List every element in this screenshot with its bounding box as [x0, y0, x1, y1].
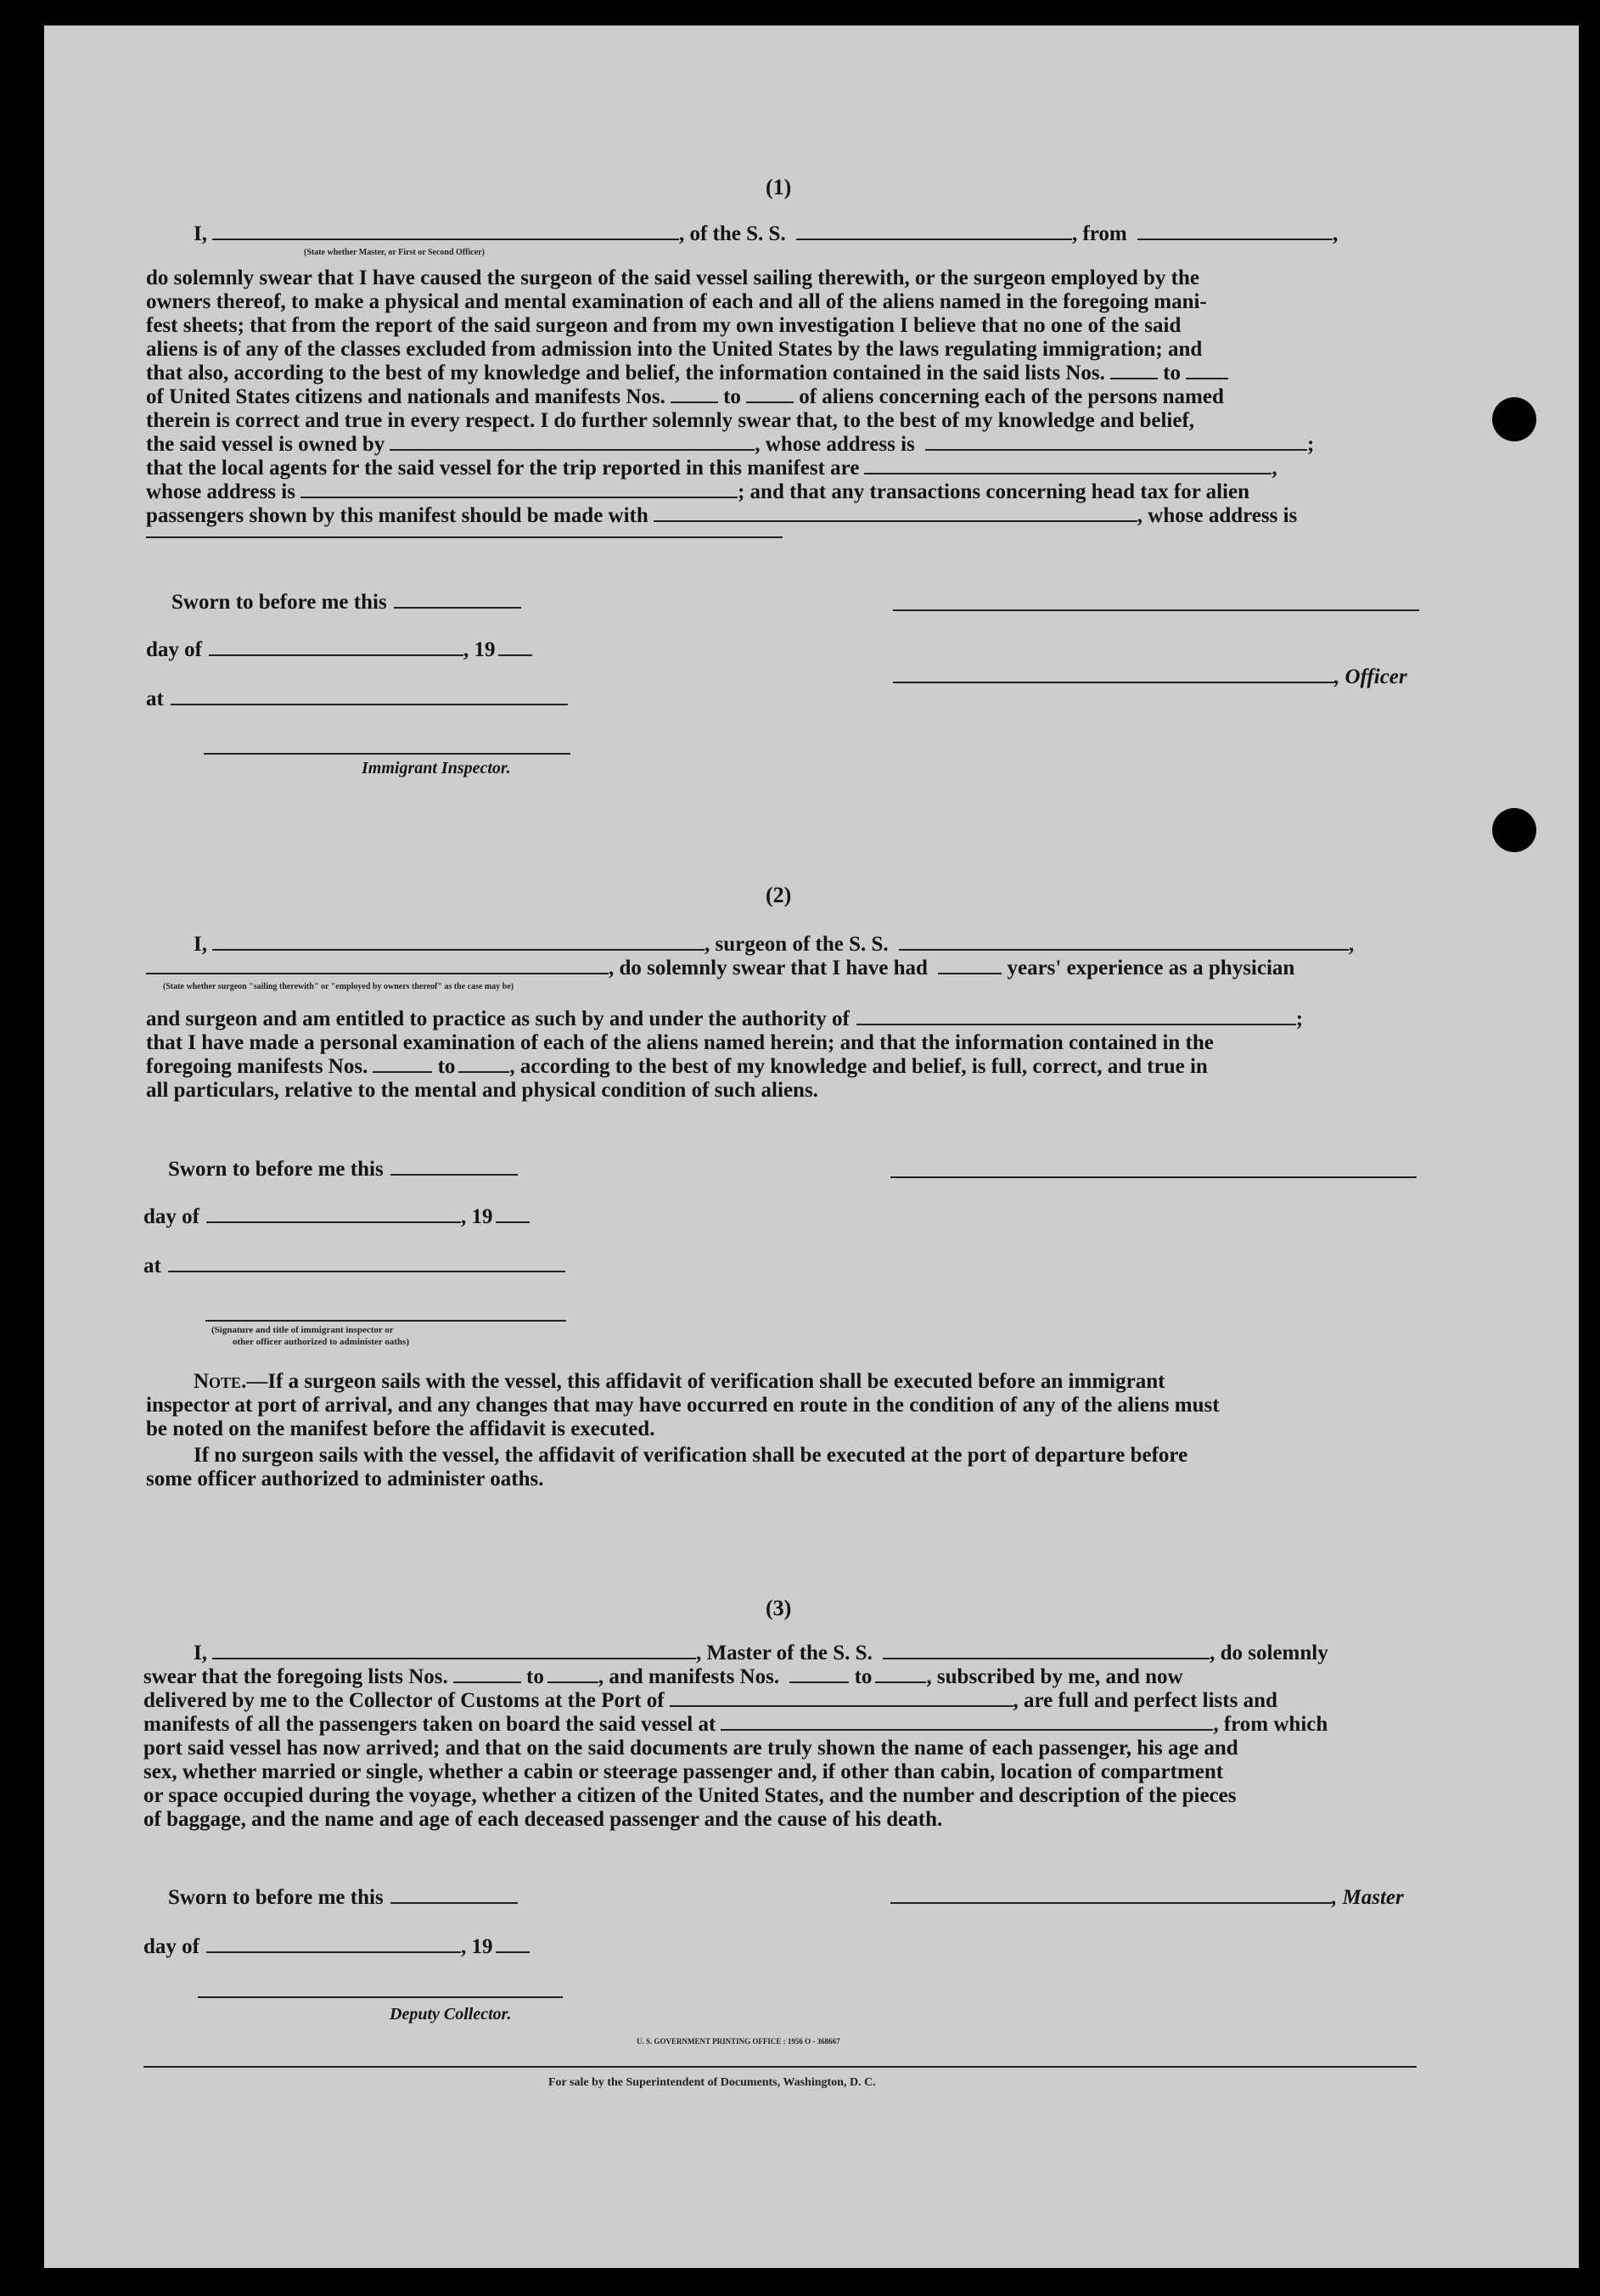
s2-hint: (State whether surgeon "sailing therewith" or "employed by owners thereof" as the case may be): [163, 982, 514, 991]
collector-caption: Deputy Collector.: [390, 2005, 512, 2024]
year-field[interactable]: [498, 651, 532, 656]
s3-sworn-date-field[interactable]: [390, 1899, 518, 1904]
officer-line: , Officer: [893, 666, 1407, 688]
from-field[interactable]: [1137, 235, 1333, 240]
s1-at-line: at: [146, 688, 568, 710]
taken-at-field[interactable]: [721, 1726, 1213, 1731]
s2-day-field[interactable]: [206, 1218, 461, 1223]
s3-lists-to-field[interactable]: [547, 1678, 598, 1683]
s3-para-line: port said vessel has now arrived; and that on the said documents are truly shown the name of each passenger, his age and: [143, 1737, 1238, 1760]
s2-manifests-to-field[interactable]: [458, 1068, 509, 1073]
s2-sworn-line: Sworn to before me this: [168, 1159, 518, 1180]
address-line-field[interactable]: [146, 536, 783, 538]
note-line: some officer authorized to administer oaths.: [146, 1468, 544, 1490]
surgeon-status-field[interactable]: [146, 969, 609, 974]
s3-day-line: day of , 19: [143, 1936, 530, 1957]
headtax-field[interactable]: [654, 517, 1137, 522]
vessel-field[interactable]: [796, 235, 1072, 240]
s1-owner-line: the said vessel is owned by , whose address is ;: [146, 433, 1315, 456]
day-field[interactable]: [209, 651, 463, 656]
s2-manifests-line: foregoing manifests Nos. to , according to the best of my knowledge and belief, is full, correct, and true in: [146, 1055, 1208, 1078]
at-field[interactable]: [171, 700, 568, 705]
inspector-signature-line[interactable]: [204, 753, 570, 755]
s1-address-line: whose address is ; and that any transactions concerning head tax for alien: [146, 480, 1249, 503]
s3-para-line: sex, whether married or single, whether a cabin or steerage passenger and, if other than cabin, location of compartment: [143, 1760, 1224, 1783]
s2-line-1: I, , surgeon of the S. S. ,: [194, 933, 1355, 956]
punch-hole: [1492, 397, 1536, 441]
port-field[interactable]: [670, 1702, 1013, 1707]
s3-lists-line: swear that the foregoing lists Nos. to , and manifests Nos. to , subscribed by me, and now: [143, 1665, 1183, 1688]
master-name-field[interactable]: [212, 1654, 696, 1659]
sworn-date-field[interactable]: [394, 603, 521, 609]
inspector-caption: Immigrant Inspector.: [362, 759, 511, 777]
master-vessel-field[interactable]: [883, 1654, 1210, 1659]
gpo-imprint: U. S. GOVERNMENT PRINTING OFFICE : 1956 O - 368667: [637, 2037, 840, 2046]
s3-port-line: delivered by me to the Collector of Customs at the Port of , are full and perfect lists and: [143, 1689, 1277, 1712]
authority-field[interactable]: [856, 1020, 1296, 1025]
section-2-number: (2): [766, 883, 792, 907]
s2-para-line: that I have made a personal examination of each of the aliens named herein; and that the information contained in the: [146, 1031, 1214, 1054]
s1-agents-line: that the local agents for the said vessel for the trip reported in this manifest are ,: [146, 457, 1277, 480]
surgeon-name-field[interactable]: [212, 946, 705, 951]
s1-para-line: aliens is of any of the classes excluded from admission into the United States by the laws regulating immigration; and: [146, 338, 1203, 361]
s2-inspector-signature-line[interactable]: [205, 1320, 566, 1322]
agents-address-field[interactable]: [300, 493, 738, 498]
s2-authority-line: and surgeon and am entitled to practice as such by and under the authority of ;: [146, 1008, 1304, 1030]
s1-hint: (State whether Master, or First or Second Officer): [304, 248, 485, 257]
s3-para-line: or space occupied during the voyage, whether a citizen of the United States, and the number and description of the pieces: [143, 1784, 1237, 1807]
s1-para-line: owners thereof, to make a physical and mental examination of each and all of the aliens named in the foregoing mani-: [146, 290, 1207, 313]
manifests-from-field[interactable]: [671, 398, 718, 403]
surgeon-signature-line[interactable]: [890, 1176, 1417, 1178]
s2-manifests-from-field[interactable]: [373, 1068, 432, 1073]
s3-manifests-from-field[interactable]: [789, 1678, 849, 1683]
lists-from-field[interactable]: [1110, 374, 1158, 379]
s3-para-line: of baggage, and the name and age of each deceased passenger and the cause of his death.: [143, 1808, 943, 1831]
s1-manifests-line: of United States citizens and nationals and manifests Nos. to of aliens concerning each of the persons named: [146, 385, 1224, 408]
s1-para-line: do solemnly swear that I have caused the surgeon of the said vessel sailing therewith, or the surgeon employed by the: [146, 267, 1199, 289]
footer-rule: [143, 2066, 1417, 2068]
surgeon-vessel-field[interactable]: [899, 946, 1349, 951]
s1-para-line: therein is correct and true in every respect. I do further solemnly swear that, to the best of my knowledge and belief,: [146, 409, 1195, 432]
s2-line-2: , do solemnly swear that I have had years' experience as a physician: [146, 957, 1294, 979]
officer-field[interactable]: [893, 678, 1334, 683]
signature-line[interactable]: [893, 609, 1419, 611]
agents-field[interactable]: [864, 469, 1272, 474]
s3-lists-from-field[interactable]: [453, 1678, 521, 1683]
section-3-number: (3): [766, 1596, 792, 1620]
master-line: , Master: [890, 1887, 1404, 1908]
collector-signature-line[interactable]: [198, 1996, 563, 1998]
note-line: inspector at port of arrival, and any changes that may have occurred en route in the condition of any of the aliens must: [146, 1394, 1220, 1417]
note-line-1: Note.—If a surgeon sails with the vessel, this affidavit of verification shall be executed before an immigrant: [194, 1370, 1165, 1393]
owner-address-field[interactable]: [925, 446, 1307, 451]
master-signature-field[interactable]: [890, 1899, 1332, 1904]
punch-hole: [1492, 808, 1536, 852]
s2-at-line: at: [143, 1255, 565, 1277]
manifests-to-field[interactable]: [746, 398, 794, 403]
s2-year-field[interactable]: [496, 1218, 530, 1223]
note-line: be noted on the manifest before the affidavit is executed.: [146, 1417, 655, 1440]
s3-taken-line: manifests of all the passengers taken on board the said vessel at , from which: [143, 1713, 1328, 1736]
s2-sworn-date-field[interactable]: [390, 1170, 518, 1176]
s1-headtax-line: passengers shown by this manifest should be made with , whose address is: [146, 504, 1298, 527]
years-field[interactable]: [938, 969, 1002, 974]
s2-sig-caption: (Signature and title of immigrant inspector or: [211, 1325, 394, 1335]
bleed-through-text: [205, 119, 212, 148]
s1-para-line: fest sheets; that from the report of the said surgeon and from my own investigation I believe that no one of the said: [146, 314, 1182, 337]
section-1-number: (1): [766, 175, 792, 199]
s1-line-1: I, , of the S. S. , from ,: [194, 222, 1339, 245]
s2-day-line: day of , 19: [143, 1206, 530, 1227]
document-page: [44, 25, 1579, 2268]
s1-lists-line: that also, according to the best of my knowledge and belief, the information contained in the said lists Nos. to: [146, 362, 1228, 384]
sale-notice: For sale by the Superintendent of Documents, Washington, D. C.: [548, 2076, 876, 2089]
s3-line-1: I, , Master of the S. S. , do solemnly: [194, 1642, 1328, 1664]
s2-sig-caption: other officer authorized to administer oaths): [233, 1337, 410, 1347]
name-field[interactable]: [212, 235, 679, 240]
s3-sworn-line: Sworn to before me this: [168, 1887, 518, 1908]
note-line: If no surgeon sails with the vessel, the affidavit of verification shall be executed at the port of departure before: [194, 1444, 1188, 1467]
s1-sworn-line: Sworn to before me this: [171, 592, 521, 613]
lists-to-field[interactable]: [1186, 374, 1228, 379]
s2-at-field[interactable]: [168, 1267, 565, 1272]
s3-day-field[interactable]: [206, 1948, 461, 1953]
s1-day-line: day of , 19: [146, 639, 532, 660]
owner-field[interactable]: [390, 446, 755, 451]
s3-manifests-to-field[interactable]: [875, 1678, 926, 1683]
s2-para-line: all particulars, relative to the mental and physical condition of such aliens.: [146, 1079, 818, 1102]
s3-year-field[interactable]: [496, 1948, 530, 1953]
